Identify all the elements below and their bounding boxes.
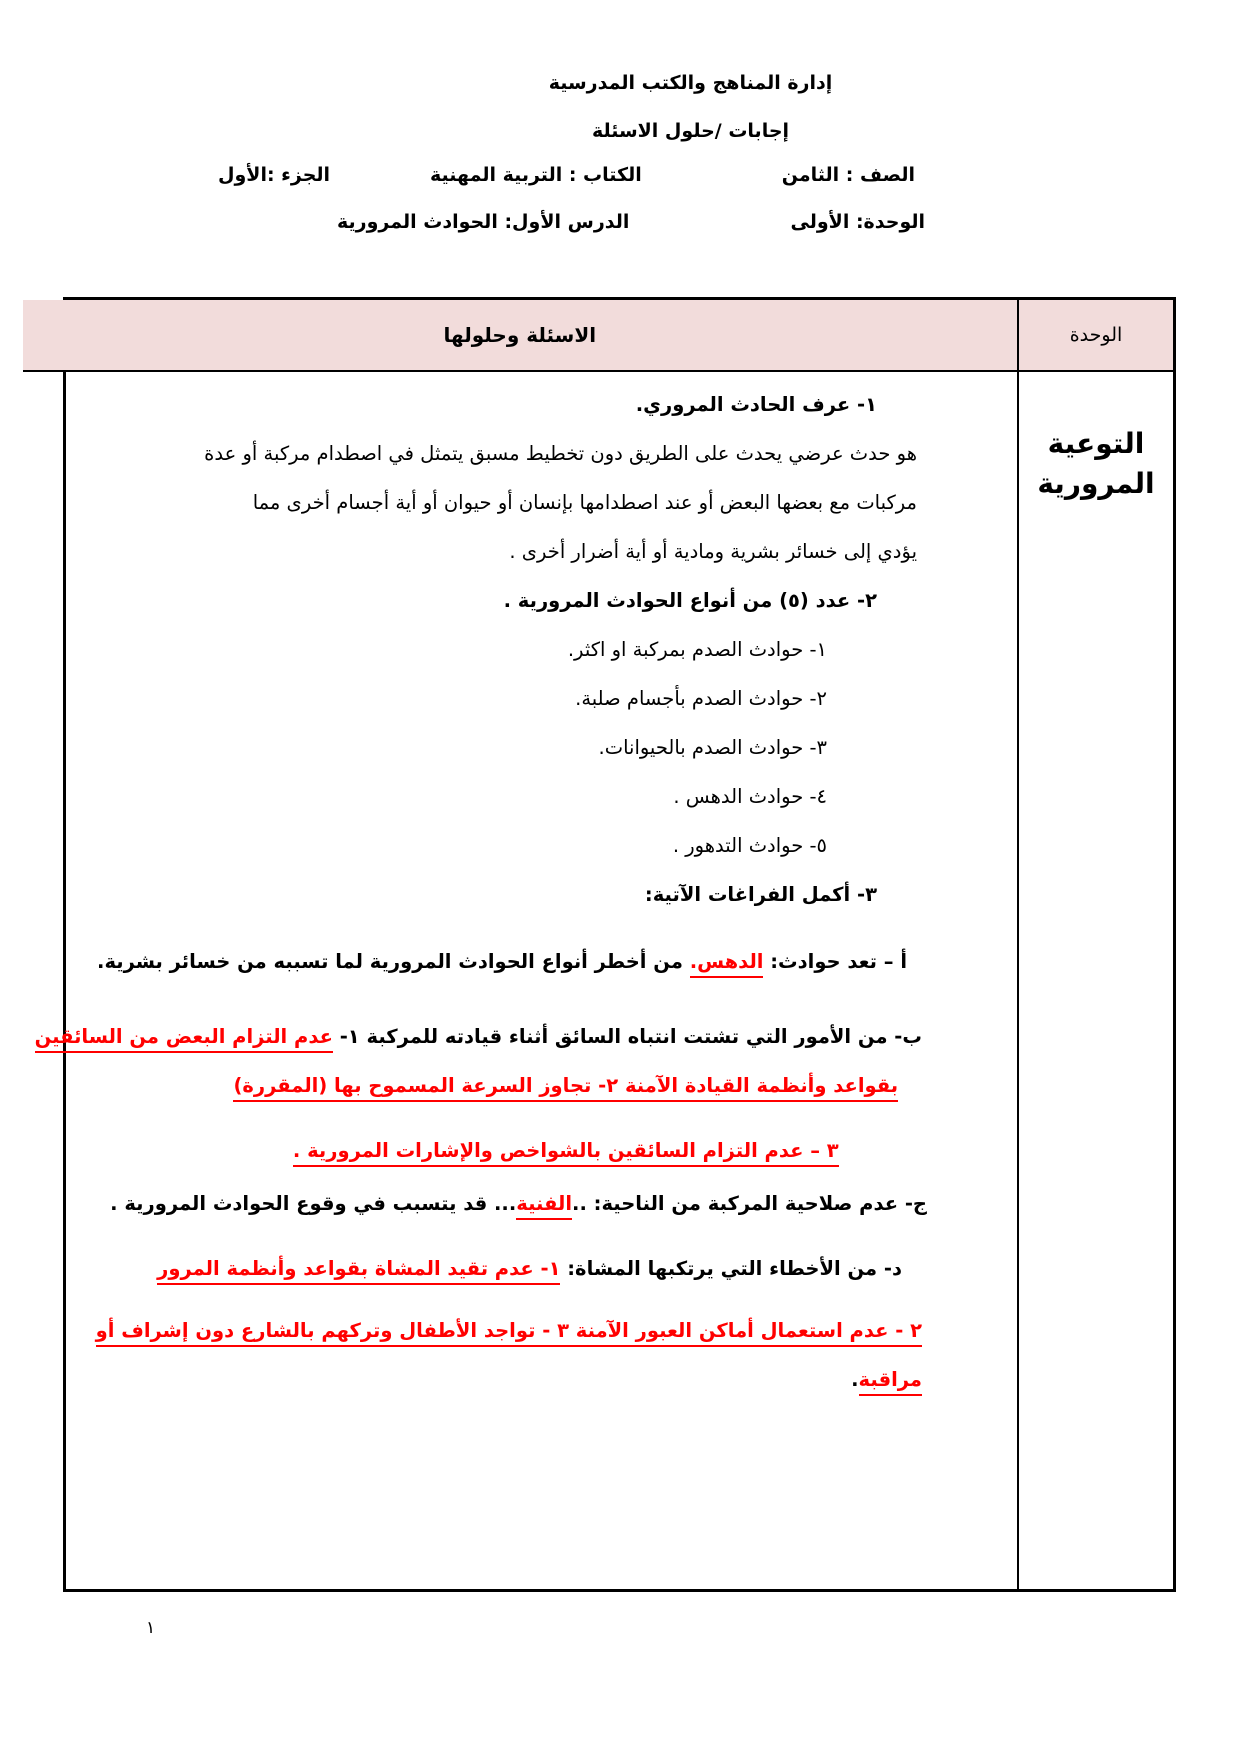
- q3-item-d: [35, 1244, 902, 1293]
- q1-title: ١- عرف الحادث المروري.: [635, 393, 877, 416]
- q1-answer-line-3: يؤدي إلى خسائر بشرية ومادية أو أية أضرار أخرى .: [509, 540, 917, 563]
- item-d-answer-line-1: ١- عدم تقيد المشاة بقواعد وأنظمة المرور: [157, 1257, 560, 1285]
- q3-title: ٣- أكمل الفراغات الآتية:: [644, 883, 877, 906]
- unit-name-line1: التوعية: [1047, 427, 1145, 460]
- unit-header-label: الوحدة: [1069, 324, 1123, 346]
- answers-table: [34, 297, 1176, 1592]
- q3-item-a: [35, 937, 907, 986]
- questions-body-cell: [23, 372, 1017, 1589]
- meta-part: الجزء :الأول: [218, 164, 331, 186]
- item-c-prefix: ج- عدم صلاحية المركبة من الناحية: ..: [572, 1192, 927, 1215]
- q3-item-b-answer-3: ٣ – عدم التزام السائقين بالشواخص والإشارات المرورية .: [115, 1126, 1017, 1175]
- item-c-answer: الفنية: [516, 1192, 572, 1220]
- meta-class: الصف : الثامن: [781, 164, 915, 186]
- item-a-prefix: أ – تعد حوادث:: [763, 950, 907, 973]
- item-b-answer-line-1: عدم التزام البعض من السائقين: [35, 1025, 333, 1053]
- meta-unit: الوحدة: الأولى: [790, 211, 925, 233]
- unit-header-cell: [1017, 300, 1173, 372]
- meta-lesson: الدرس الأول: الحوادث المرورية: [337, 211, 630, 233]
- item-b-prefix: ب- من الأمور التي تشتت انتباه السائق أثناء قيادته للمركبة ١-: [332, 1025, 922, 1048]
- unit-name-line2: المرورية: [1037, 467, 1155, 500]
- q2-item-5: ٥- حوادث التدهور .: [672, 834, 827, 857]
- doc-subtitle: [0, 120, 1241, 142]
- q3-item-c: [35, 1179, 927, 1228]
- item-a-answer: الدهس.: [690, 950, 764, 978]
- q2-title: ٢- عدد (٥) من أنواع الحوادث المرورية .: [503, 589, 877, 612]
- item-d-answer-3-period: .: [851, 1368, 859, 1391]
- questions-header-cell: [23, 300, 1017, 372]
- q3-item-d-answer-3: مراقبة.: [35, 1355, 922, 1404]
- q2-item-3: ٣- حوادث الصدم بالحيوانات.: [598, 736, 827, 759]
- meta-book: الكتاب : التربية المهنية: [430, 164, 642, 186]
- item-d-prefix: د- من الأخطاء التي يرتكبها المشاة:: [560, 1257, 902, 1280]
- unit-name-cell: [1017, 372, 1173, 1589]
- q2-item-1: ١- حوادث الصدم بمركبة او اكثر.: [567, 638, 827, 661]
- q3-item-d-answer-2: ٢ - عدم استعمال أماكن العبور الآمنة ٣ - تواجد الأطفال وتركهم بالشارع دون إشراف أو: [35, 1306, 922, 1355]
- q3-item-b-answer-2: بقواعد وأنظمة القيادة الآمنة ٢- تجاوز السرعة المسموح بها (المقررة): [115, 1061, 1017, 1110]
- item-a-suffix: من أخطر أنواع الحوادث المرورية لما تسببه من خسائر بشرية.: [97, 950, 690, 973]
- doc-title: [0, 72, 1241, 94]
- item-c-suffix: ... قد يتسبب في وقوع الحوادث المرورية .: [110, 1192, 517, 1215]
- q2-item-4: ٤- حوادث الدهس .: [673, 785, 827, 808]
- q3-item-b: [35, 1012, 922, 1061]
- questions-header-label: الاسئلة وحلولها: [443, 323, 597, 347]
- doc-title-text: إدارة المناهج والكتب المدرسية: [548, 72, 833, 94]
- q2-item-2: ٢- حوادث الصدم بأجسام صلبة.: [575, 687, 827, 710]
- page-number: ١: [146, 1618, 156, 1638]
- doc-subtitle-text: إجابات /حلول الاسئلة: [591, 120, 790, 142]
- q1-answer-line-1: هو حدث عرضي يحدث على الطريق دون تخطيط مسبق يتمثل في اصطدام مركبة أو عدة: [204, 442, 917, 465]
- q1-answer-line-2: مركبات مع بعضها البعض أو عند اصطدامها بإنسان أو حيوان أو أية أجسام أخرى مما: [252, 491, 917, 514]
